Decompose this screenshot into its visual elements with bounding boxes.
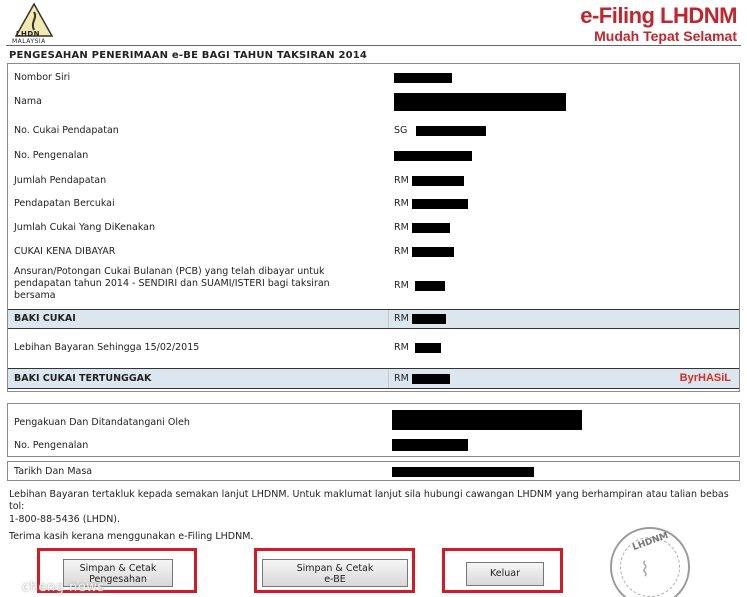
save-print-acknowledgement-button[interactable]: Simpan & Cetak Pengesahan [63, 559, 173, 587]
toll-free-number: 1-800-88-5436 (LHDN). [9, 514, 121, 525]
header-divider [6, 45, 741, 46]
thank-you-note: Terima kasih kerana menggunakan e-Filing LHDNM. [9, 531, 254, 542]
brand-title: e-Filing LHDNM [580, 3, 737, 28]
row-label: Nama [14, 96, 43, 107]
seal-text: LHDNM [631, 530, 670, 554]
table-row [8, 406, 739, 434]
table-row [8, 193, 739, 217]
row-value: RM [394, 373, 450, 385]
table-row [8, 118, 739, 142]
row-value: SG [394, 125, 486, 137]
row-label: Jumlah Cukai Yang DiKenakan [14, 222, 156, 233]
row-label: Pengakuan Dan Ditandatangani Oleh [14, 417, 190, 428]
row-label: Lebihan Bayaran Sehingga 15/02/2015 [14, 342, 200, 353]
row-value: RM [394, 222, 450, 234]
row-value [392, 439, 468, 452]
bottom-watermark: cheng news [22, 580, 105, 595]
datetime-panel [7, 461, 740, 481]
table-row [8, 436, 739, 456]
exit-button[interactable]: Keluar [466, 562, 544, 586]
save-print-ebe-button[interactable]: Simpan & Cetak e-BE [262, 559, 408, 587]
table-row [8, 144, 739, 168]
lhdnm-seal [610, 527, 690, 597]
row-value [392, 466, 534, 478]
row-value [394, 93, 566, 111]
logo-subtext: MALAYSIA [12, 38, 46, 45]
row-value: RM [394, 175, 464, 187]
row-value: RM [394, 246, 454, 258]
row-value: RM [394, 198, 468, 210]
table-row [8, 68, 739, 88]
row-value [392, 410, 582, 430]
brand-block [580, 4, 737, 44]
row-value [394, 72, 452, 84]
page-title: PENGESAHAN PENERIMAAN e-BE BAGI TAHUN TAKSIRAN 2014 [9, 50, 368, 61]
row-label: Tarikh Dan Masa [14, 466, 93, 477]
page-header [0, 0, 747, 46]
brand-tagline: Mudah Tepat Selamat [594, 28, 737, 44]
row-value: RM [394, 342, 441, 354]
table-row [8, 88, 739, 116]
table-row [8, 265, 739, 307]
table-row [8, 336, 739, 362]
assessment-panel [7, 63, 740, 392]
row-label: No. Pengenalan [14, 440, 89, 451]
row-label: BAKI CUKAI [14, 313, 76, 324]
table-row [8, 217, 739, 241]
seal-emblem-icon: ⌇ [640, 557, 650, 581]
logo-text: LHDN [16, 30, 40, 38]
outstanding-balance-row [8, 368, 739, 389]
row-label: Nombor Siri [14, 72, 71, 83]
row-label: Ansuran/Potongan Cukai Bulanan (PCB) yang telah dibayar untuk pendapatan tahun 2014 - SENDIRI dan SUAMI/ISTERI bagi taksiran bersama [14, 266, 330, 301]
row-label: Jumlah Pendapatan [14, 175, 107, 186]
table-row [8, 241, 739, 265]
byrhasil-annotation: ByrHASiL [679, 372, 731, 384]
refund-note: Lebihan Bayaran tertakluk kepada semakan lanjut LHDNM. Untuk maklumat lanjut sila hubungi cawangan LHDNM yang berhampiran atau talian bebas tol: [9, 489, 729, 512]
row-value: RM [394, 280, 445, 292]
row-label: Pendapatan Bercukai [14, 198, 115, 209]
row-label: BAKI CUKAI TERTUNGGAK [14, 373, 152, 384]
balance-row [8, 309, 739, 329]
table-row [8, 462, 739, 482]
declaration-panel [7, 403, 740, 457]
row-label: No. Cukai Pendapatan [14, 125, 119, 136]
row-label: CUKAI KENA DIBAYAR [14, 246, 116, 257]
table-row [8, 169, 739, 193]
row-value: RM [394, 313, 446, 325]
row-value [394, 150, 472, 162]
row-label: No. Pengenalan [14, 150, 89, 161]
